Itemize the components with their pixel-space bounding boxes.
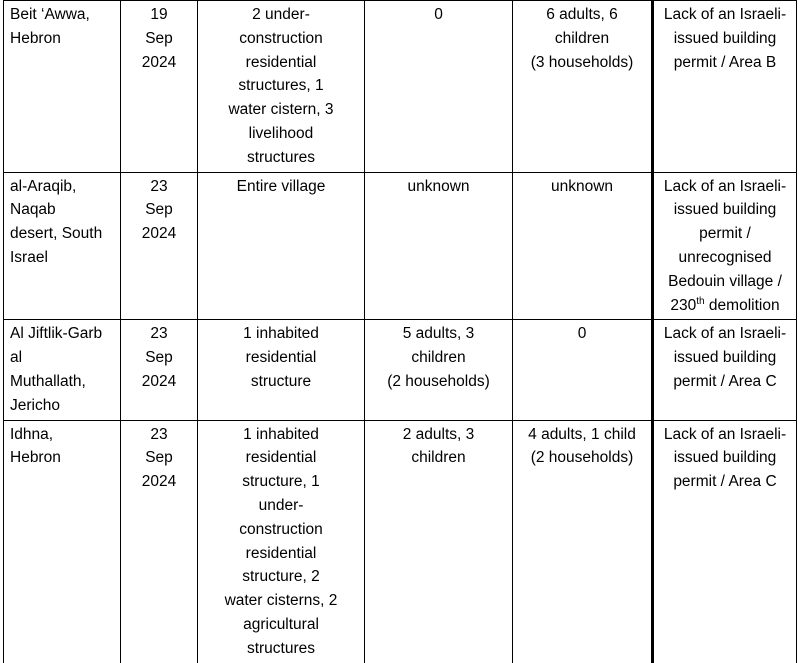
structures-cell: Entire village: [198, 172, 365, 320]
demolitions-table: [3, 0, 797, 663]
location-cell: Idhna, Hebron: [4, 420, 121, 662]
table-row: [4, 172, 797, 320]
table-row: [4, 1, 797, 173]
location-cell: al-Araqib, Naqab desert, South Israel: [4, 172, 121, 320]
date-cell: 23 Sep 2024: [121, 420, 198, 662]
location-cell: Al Jiftlik-Garb al Muthallath, Jericho: [4, 320, 121, 420]
affected-cell: unknown: [513, 172, 653, 320]
reason-cell: Lack of an Israeli- issued building permit / Area B: [653, 1, 797, 173]
table-row: [4, 420, 797, 662]
structures-cell: 1 inhabited residential structure: [198, 320, 365, 420]
displaced-cell: 5 adults, 3 children (2 households): [365, 320, 513, 420]
reason-cell: Lack of an Israeli- issued building permit / Area C: [653, 420, 797, 662]
reason-cell: Lack of an Israeli- issued building permit / unrecognised Bedouin village / 230th demolition: [653, 172, 797, 320]
table-row: [4, 320, 797, 420]
affected-cell: 6 adults, 6 children (3 households): [513, 1, 653, 173]
location-cell: Beit ‘Awwa, Hebron: [4, 1, 121, 173]
date-cell: 19 Sep 2024: [121, 1, 198, 173]
affected-cell: 4 adults, 1 child (2 households): [513, 420, 653, 662]
displaced-cell: 2 adults, 3 children: [365, 420, 513, 662]
date-cell: 23 Sep 2024: [121, 320, 198, 420]
reason-cell: Lack of an Israeli- issued building permit / Area C: [653, 320, 797, 420]
affected-cell: 0: [513, 320, 653, 420]
structures-cell: 2 under- construction residential structures, 1 water cistern, 3 livelihood structures: [198, 1, 365, 173]
date-cell: 23 Sep 2024: [121, 172, 198, 320]
displaced-cell: 0: [365, 1, 513, 173]
displaced-cell: unknown: [365, 172, 513, 320]
demolition-count-line: 230th demolition: [670, 295, 780, 314]
structures-cell: 1 inhabited residential structure, 1 under- construction residential structure, 2 water cisterns, 2 agricultural structures: [198, 420, 365, 662]
